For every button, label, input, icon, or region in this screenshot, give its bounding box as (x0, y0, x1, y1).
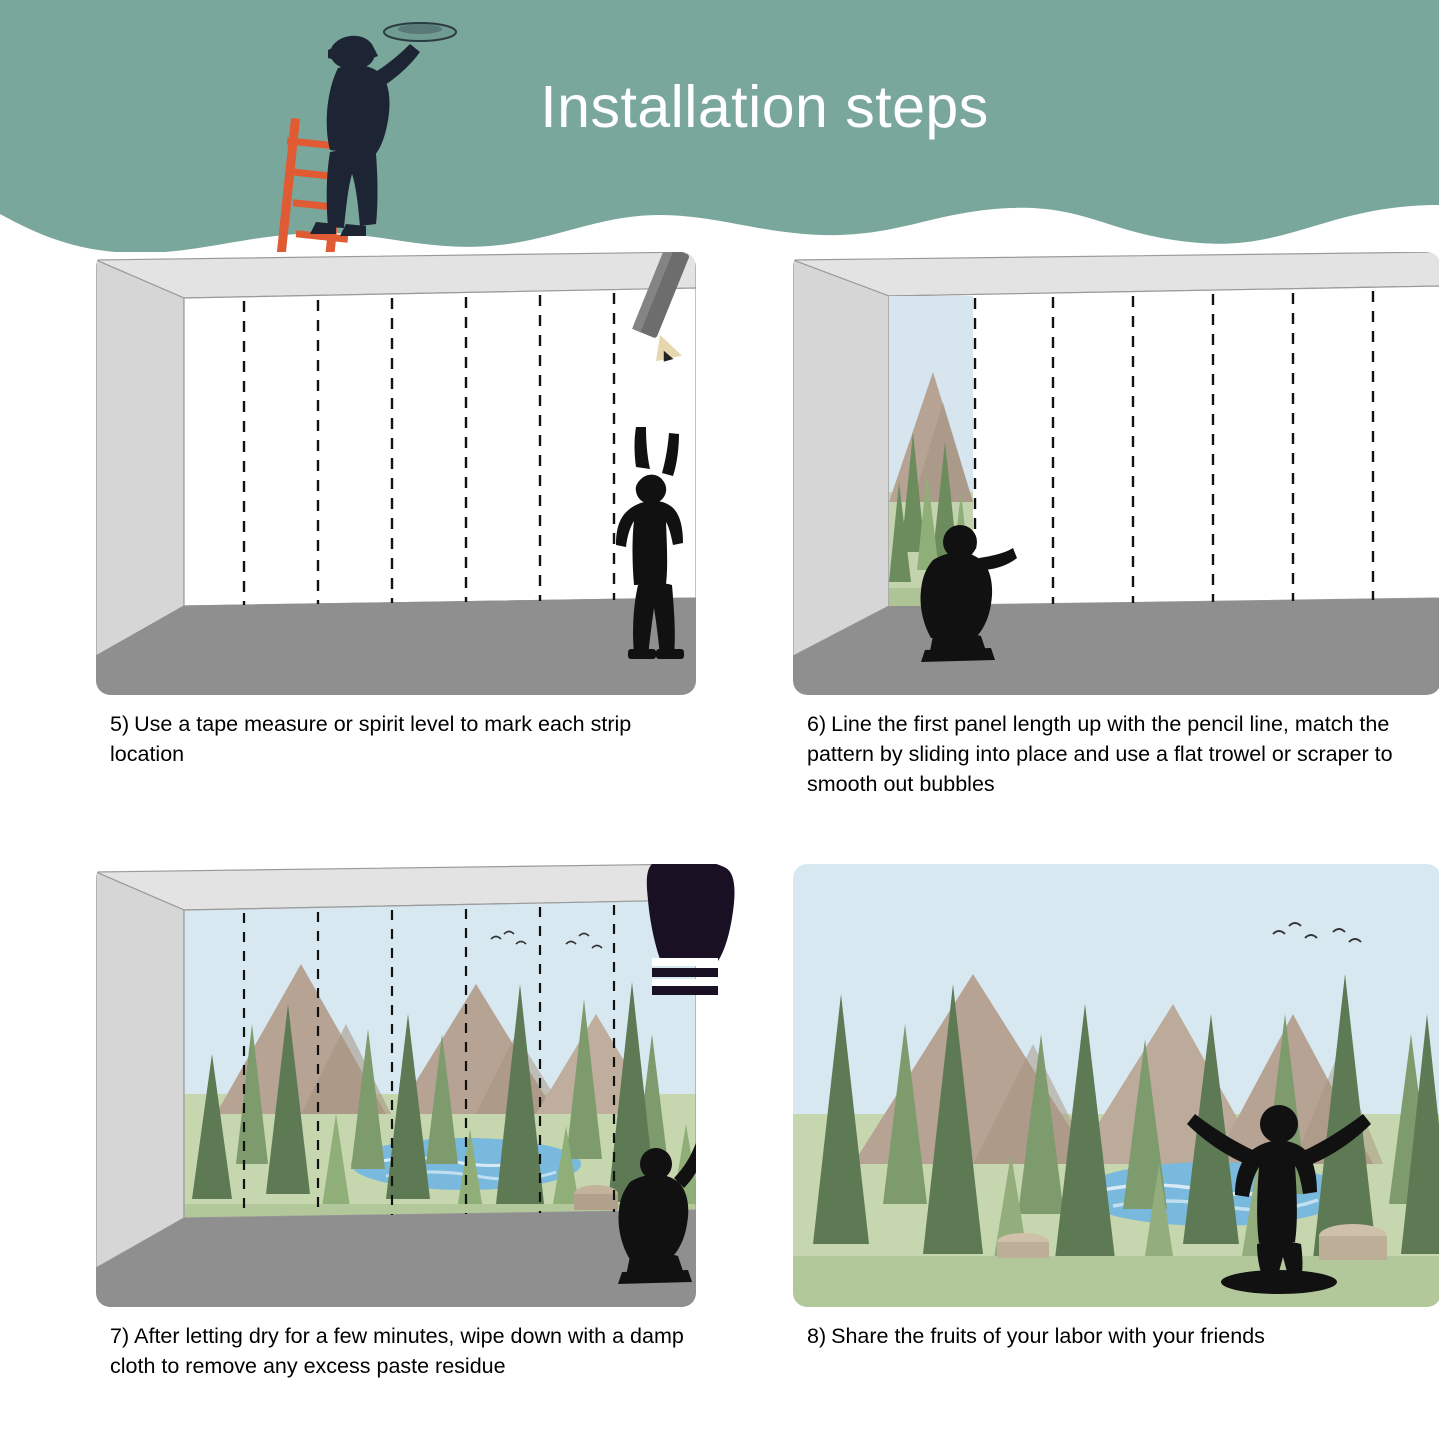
step-6 (793, 252, 1439, 799)
step-8-caption (793, 1321, 1439, 1351)
step-6-text: Line the first panel length up with the pencil line, match the pattern by sliding into place and use a flat trowel or scraper to smooth out bubbles (807, 712, 1393, 796)
page-header (0, 0, 1439, 258)
room-with-full-mural-and-cloth (96, 864, 736, 1324)
step-6-number: 6) (807, 712, 827, 736)
step-5-text: Use a tape measure or spirit level to mark each strip location (110, 712, 632, 766)
step-7-caption (96, 1321, 696, 1381)
step-5 (96, 252, 696, 769)
step-8 (793, 864, 1439, 1351)
finished-forest-mural-with-person-arms-raised (793, 864, 1439, 1307)
step-7 (96, 864, 696, 1381)
paint-tray-icon (384, 23, 456, 41)
step-5-caption (96, 709, 696, 769)
step-6-caption (793, 709, 1439, 799)
room-with-first-mural-panel-applied (793, 252, 1439, 695)
room-with-blank-wall-and-pencil-marks (96, 252, 696, 695)
page-title: Installation steps (540, 74, 989, 140)
step-8-text: Share the fruits of your labor with your friends (831, 1324, 1265, 1348)
hanging-cloth-icon (647, 864, 735, 995)
step-8-number: 8) (807, 1324, 827, 1348)
step-5-number: 5) (110, 712, 130, 736)
step-7-text: After letting dry for a few minutes, wipe down with a damp cloth to remove any excess paste residue (110, 1324, 684, 1378)
step-7-figure (96, 864, 696, 1307)
forest-mural (184, 894, 704, 1224)
step-7-number: 7) (110, 1324, 130, 1348)
step-6-figure (793, 252, 1439, 695)
step-8-figure (793, 864, 1439, 1307)
step-5-figure (96, 252, 696, 695)
